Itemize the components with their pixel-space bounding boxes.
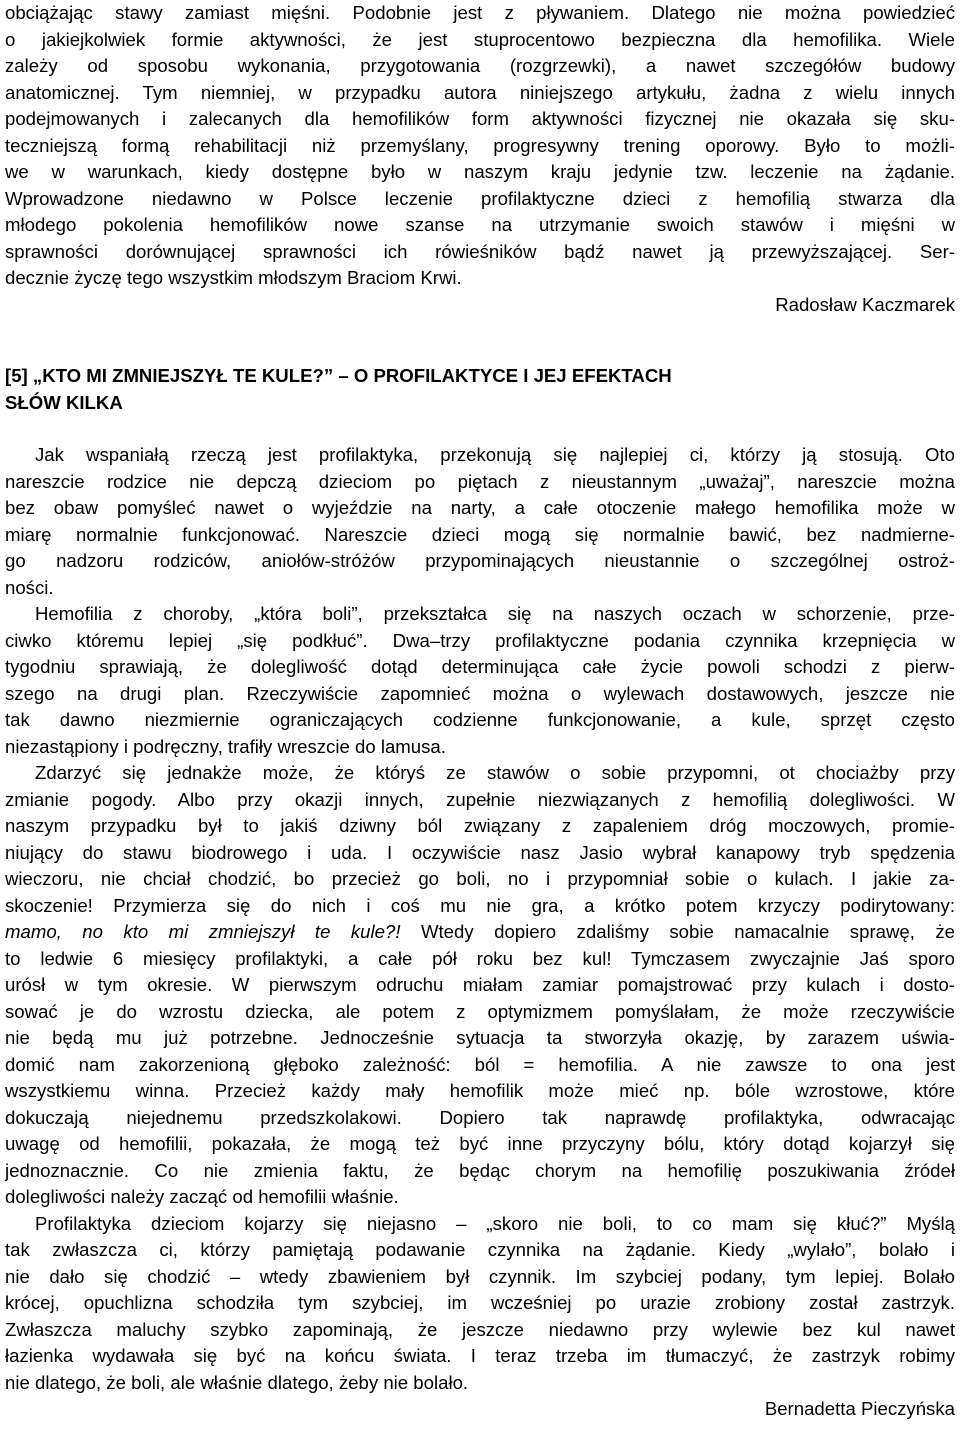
paragraph-line: uwagę od hemofilii, pokazała, że mogą też być inne przyczyny bólu, który dotąd kojarzył się bbox=[5, 1133, 955, 1154]
paragraph-line: zależy od sposobu wykonania, przygotowania (rozgrzewki), a nawet szczegółów budowy bbox=[5, 55, 955, 76]
paragraph-line: nareszcie rodzice nie depczą dzieciom po piętach z nieustannym „uważaj”, nareszcie można bbox=[5, 470, 955, 492]
section-gap bbox=[5, 318, 955, 363]
paragraph-line: we w warunkach, kiedy dostępne było w naszym kraju jedynie tzw. leczenie na żądanie. bbox=[5, 161, 955, 182]
paragraph-line: to ledwie 6 miesięcy profilaktyki, a całe pół roku bez kul! Tymczasem zwyczajnie Jaś sporo bbox=[5, 947, 955, 969]
paragraph-line: o jakiejkolwiek formie aktywności, że jest stuprocentowo bezpieczna dla hemofilika. Wiele bbox=[5, 28, 955, 50]
author-signature-1: Radosław Kaczmarek bbox=[775, 293, 955, 315]
paragraph-line: krócej, opuchlizna schodziła tym szybciej, im wcześniej po urazie zrobiony został zastrzyk. bbox=[5, 1292, 955, 1313]
paragraph-line: nie dało się chodzić – wtedy zbawieniem był czynnik. Im szybciej podany, tym lepiej. Bolało bbox=[5, 1265, 955, 1287]
paragraph-line: niujący do stawu biodrowego i uda. I oczywiście nasz Jasio wybrał kanapowy tryb spędzenia bbox=[5, 841, 955, 863]
paragraph-line: bez obaw pomyśleć nawet o wyjeździe na narty, a całe otoczenie małego hemofilika może w bbox=[5, 497, 955, 518]
paragraph-line: teczniejszą formą rehabilitacji niż przemyślany, progresywny trening oporowy. Było to możli- bbox=[5, 134, 955, 156]
paragraph-line: ciwko któremu lepiej „się podkłuć”. Dwa–trzy profilaktyczne podania czynnika krzepnięcia w bbox=[5, 629, 955, 651]
paragraph-line: tak zwłaszcza ci, którzy pamiętają podawanie czynnika na żądanie. Kiedy „wylało”, bolało i bbox=[5, 1239, 955, 1260]
paragraph-line: skoczenie! Przymierza się do nich i coś mu nie gra, a krótko potem krzyczy podirytowany: bbox=[5, 894, 955, 916]
paragraph-line: wszystkiemu winna. Przecież każdy mały hemofilik może mieć np. bóle wzrostowe, które bbox=[5, 1080, 955, 1101]
paragraph-line: Wprowadzone niedawno w Polsce leczenie profilaktyczne dzieci z hemofilią stwarza dla bbox=[5, 187, 955, 209]
paragraph-line-quote bbox=[5, 919, 955, 946]
child-quote: mamo, no kto mi zmniejszył te kule?! bbox=[5, 921, 401, 942]
paragraph-line: ności. bbox=[5, 576, 54, 598]
paragraph-line: Profilaktyka dzieciom kojarzy się niejasno – „skoro nie boli, to co mam się kłuć?” Myślą bbox=[35, 1212, 955, 1234]
paragraph-line: szego na drugi plan. Rzeczywiście zapomnieć można o wylewach dostawowych, jeszcze nie bbox=[5, 682, 955, 704]
paragraph-line: domić nam zakorzenioną głęboko zależność: ból = hemofilia. A nie zawsze to ona jest bbox=[5, 1053, 955, 1075]
paragraph-line: Zdarzyć się jednakże może, że któryś ze stawów o sobie przypomni, ot chociażby przy bbox=[35, 762, 955, 783]
paragraph-line: dokuczają niejednemu przedszkolakowi. Dopiero tak naprawdę profilaktyka, odwracając bbox=[5, 1106, 955, 1128]
paragraph-line: miarę normalnie funkcjonować. Nareszcie dzieci mogą się normalnie bawić, bez nadmierne- bbox=[5, 523, 955, 545]
article-continuation bbox=[5, 0, 955, 292]
paragraph-line: dolegliwości należy zacząć od hemofilii właśnie. bbox=[5, 1186, 399, 1207]
paragraph-2 bbox=[5, 601, 955, 760]
paragraph-1 bbox=[5, 442, 955, 601]
paragraph-line: anatomicznej. Tym niemniej, w przypadku autora niniejszego artykułu, żadna z wielu innych bbox=[5, 81, 955, 103]
paragraph-line: zmianie pogody. Albo przy okazji innych, zupełnie niezwiązanych z hemofilią dolegliwości. W bbox=[5, 788, 955, 810]
paragraph-line: urósł w tym okresie. W pierwszym odruchu miałam zamiar pomajstrować przy kulach i dosto- bbox=[5, 974, 955, 995]
paragraph-line: podejmowanych i zalecanych dla hemofilików form aktywności fizycznej nie okazała się sku- bbox=[5, 108, 955, 129]
paragraph-line: łazienka wydawała się być na końcu świata. I teraz trzeba im tłumaczyć, że zastrzyk robimy bbox=[5, 1345, 955, 1366]
paragraph-line: tak dawno niezmiernie ograniczających codzienne funkcjonowanie, a kule, sprzęt często bbox=[5, 709, 955, 730]
paragraph-3 bbox=[5, 760, 955, 1211]
heading-gap bbox=[5, 416, 955, 442]
quote-continuation: Wtedy dopiero zdaliśmy sobie namacalnie sprawę, że bbox=[400, 921, 955, 942]
paragraph-line: sprawności dorównującej sprawności ich rówieśników bądź nawet ją przewyższającej. Ser- bbox=[5, 240, 955, 262]
paragraph-line: Zwłaszcza maluchy szybko zapominają, że jeszcze niedawno przy wylewie bez kul nawet bbox=[5, 1318, 955, 1340]
paragraph-line: obciążając stawy zamiast mięśni. Podobnie jest z pływaniem. Dlatego nie można powiedzieć bbox=[5, 2, 955, 23]
paragraph-line: wieczoru, nie chciał chodzić, bo przecież go boli, no i przypomniał sobie o kulach. I jakie za- bbox=[5, 868, 955, 889]
paragraph-line: jednoznacznie. Co nie zmienia faktu, że będąc chorym na hemofilię poszukiwania źródeł bbox=[5, 1159, 955, 1181]
paragraph-line: go nadzoru rodziców, aniołów-stróżów przypominających nieustannie o szczególnej ostroż- bbox=[5, 550, 955, 571]
paragraph-line: naszym przypadku był to jakiś dziwny ból związany z zapaleniem dróg moczowych, promie- bbox=[5, 815, 955, 836]
section-heading-line-2: SŁÓW KILKA bbox=[5, 391, 123, 413]
paragraph-line: niezastąpiony i podręczny, trafiły wreszcie do lamusa. bbox=[5, 735, 446, 757]
paragraph-line: Hemofilia z choroby, „która boli”, przekształca się na naszych oczach w schorzenie, prze- bbox=[35, 603, 955, 624]
section-heading bbox=[5, 363, 955, 416]
paragraph-line: młodego pokolenia hemofilików nowe szanse na utrzymanie swoich stawów i mięśni w bbox=[5, 214, 955, 235]
paragraph-line: Jak wspaniałą rzeczą jest profilaktyka, przekonują się najlepiej ci, którzy ją stosują. Oto bbox=[35, 444, 955, 465]
paragraph-line: nie będą mu już potrzebne. Jednocześnie sytuacja ta stworzyła okazję, by zarazem uświa- bbox=[5, 1027, 955, 1048]
paragraph-line: decznie życzę tego wszystkim młodszym Braciom Krwi. bbox=[5, 267, 462, 288]
author-signature-2: Bernadetta Pieczyńska bbox=[764, 1398, 955, 1419]
paragraph-line: sować je do wzrostu dziecka, ale potem z optymizmem pomyślałam, że może rzeczywiście bbox=[5, 1000, 955, 1022]
paragraph-line: nie dlatego, że boli, ale właśnie dlatego, żeby nie bolało. bbox=[5, 1371, 469, 1393]
section-heading-line-1: [5] „KTO MI ZMNIEJSZYŁ TE KULE?” – O PROFILAKTYCE I JEJ EFEKTACH bbox=[5, 365, 672, 386]
paragraph-line: tygodniu sprawiają, że dolegliwość dotąd determinująca całe życie powoli schodzi z pierw- bbox=[5, 656, 955, 677]
paragraph-4 bbox=[5, 1211, 955, 1397]
